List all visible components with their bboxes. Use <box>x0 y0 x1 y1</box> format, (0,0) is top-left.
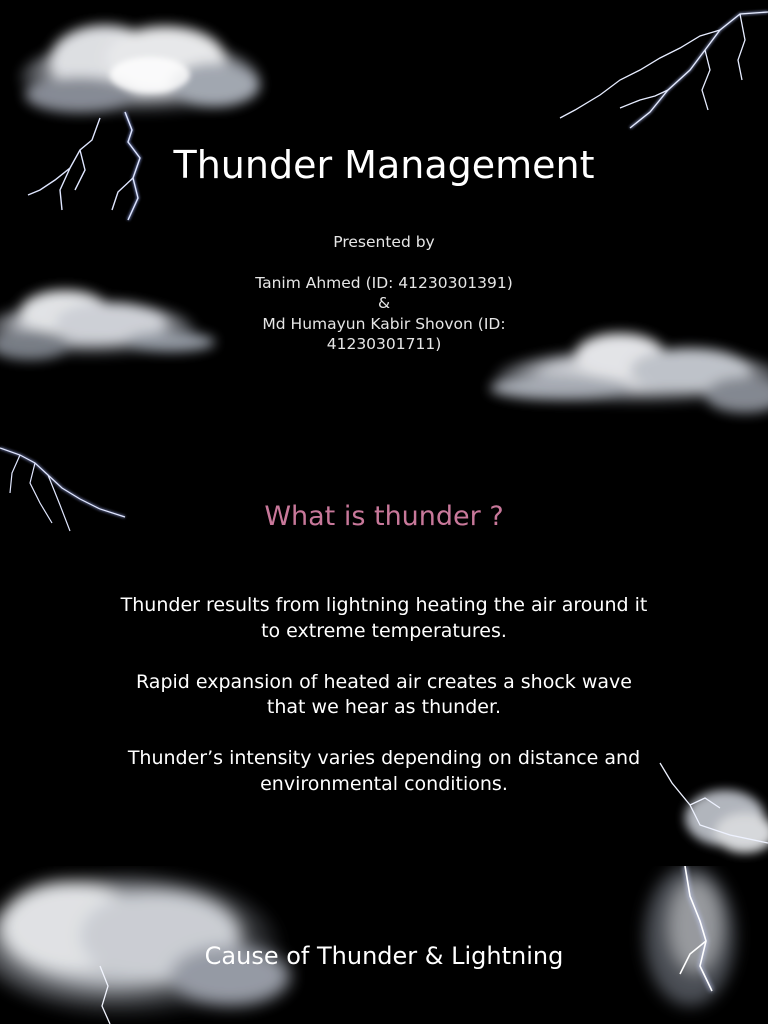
presenter-1: Tanim Ahmed (ID: 41230301391) <box>255 273 513 292</box>
presentation-title: Thunder Management <box>173 143 595 187</box>
title-slide <box>0 0 768 433</box>
section-title: What is thunder ? <box>264 501 504 532</box>
point-3: Thunder’s intensity varies depending on distance and environmental conditions. <box>127 747 641 795</box>
lightning-bottom-right <box>645 866 735 1006</box>
lightning-bottom-right <box>660 763 768 853</box>
cloud-mid-left <box>0 290 215 360</box>
thunder-points <box>120 593 648 823</box>
presenter-2: Md Humayun Kabir Shovon (ID: 41230301711) <box>262 314 506 353</box>
what-is-thunder-slide <box>0 433 768 866</box>
cause-slide <box>0 866 768 1024</box>
lightning-top-right <box>560 12 768 128</box>
point-1: Thunder results from lightning heating the air around it to extreme temperatures. <box>120 594 648 642</box>
storm-art <box>0 0 768 433</box>
presented-by-label: Presented by <box>333 233 435 251</box>
cloud-top-left <box>20 25 260 116</box>
cause-title: Cause of Thunder & Lightning <box>204 942 564 970</box>
presenter-separator: & <box>377 294 391 312</box>
presenter-block <box>234 232 534 355</box>
point-2: Rapid expansion of heated air creates a shock wave that we hear as thunder. <box>136 670 632 718</box>
